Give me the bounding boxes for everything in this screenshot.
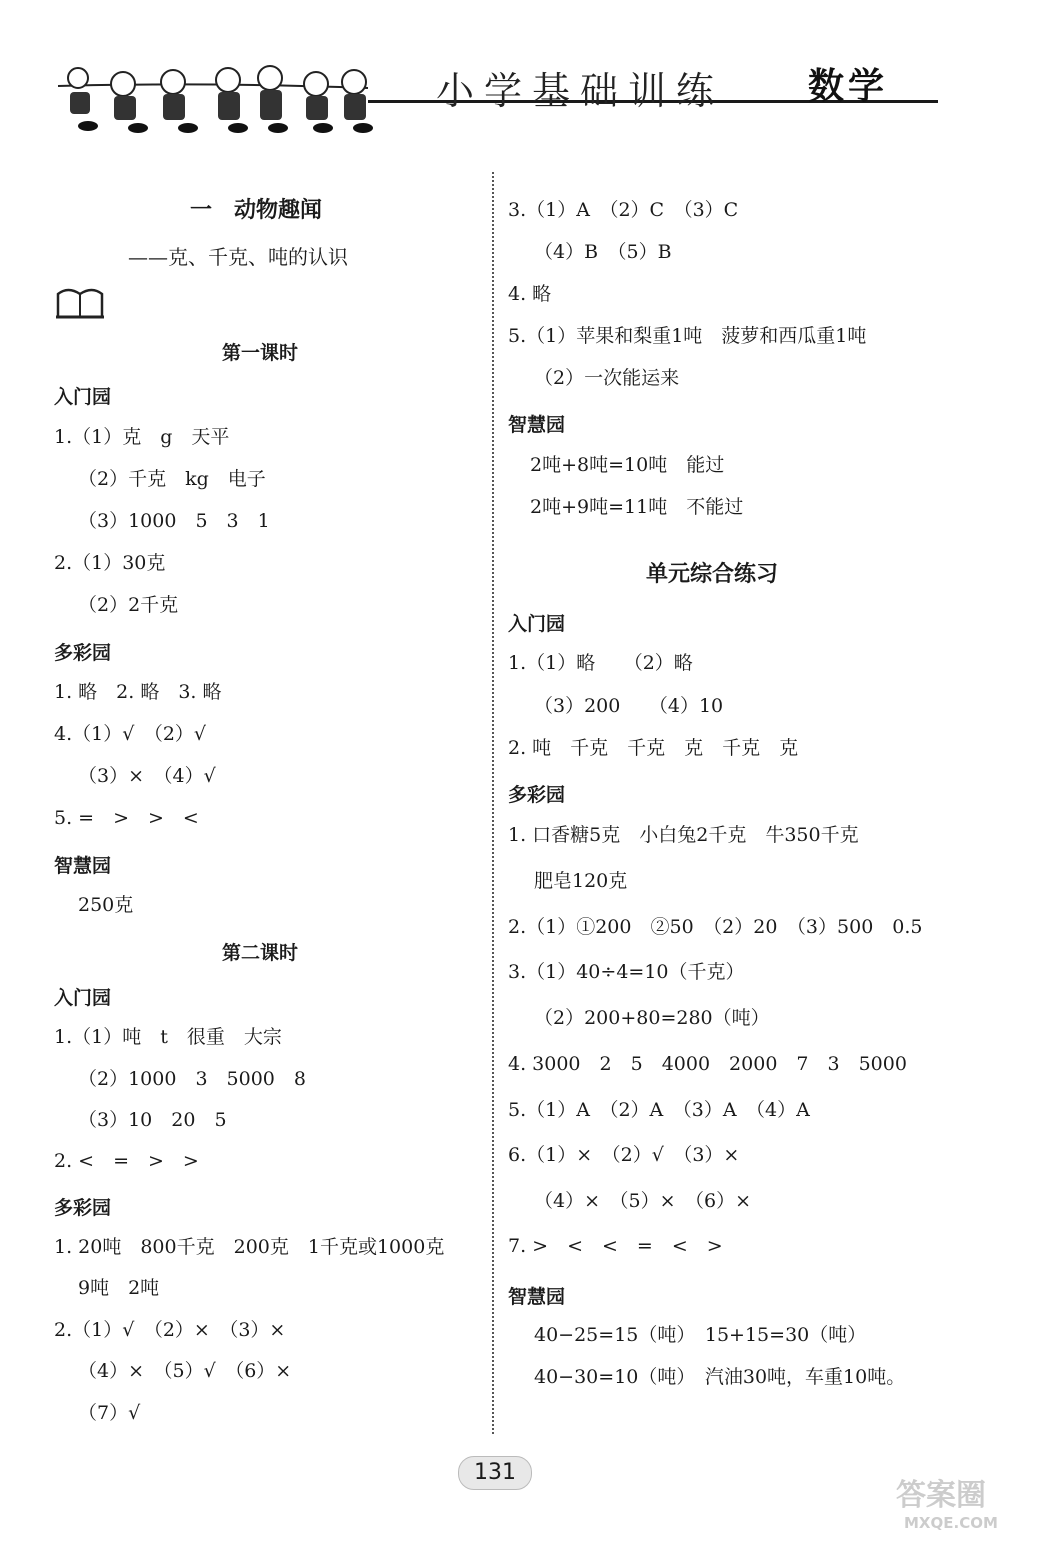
section-label-zhihui: 智慧园 (508, 1286, 566, 1308)
answer-line: 1. 口香糖5克 小白兔2千克 牛350千克 (508, 824, 859, 846)
answer-line: （7）√ (78, 1402, 141, 1424)
answer-line: 9吨 2吨 (78, 1277, 160, 1299)
answer-line: 5. = > > < (54, 807, 199, 829)
section-label-rumen: 入门园 (508, 613, 566, 635)
section-label-zhihui: 智慧园 (54, 855, 112, 877)
answer-line: （2）1000 3 5000 8 (78, 1068, 306, 1090)
watermark-url: MXQE.COM (904, 1514, 998, 1532)
chapter-title: 一 动物趣闻 (190, 197, 323, 223)
answer-line: 250克 (78, 894, 134, 916)
answer-line: （4）B （5）B (534, 241, 672, 263)
answer-line: （2）2千克 (78, 594, 179, 616)
watermark: 答案圈 (896, 1478, 986, 1513)
lesson-1-title: 第一课时 (222, 342, 299, 364)
section-label-duocai: 多彩园 (508, 784, 566, 806)
answer-line: （3）× （4）√ (78, 765, 216, 787)
answer-line: 1.（1）吨 t 很重 大宗 (54, 1026, 282, 1048)
answer-line: 1. 略 2. 略 3. 略 (54, 681, 222, 703)
answer-line: 2吨+9吨=11吨 不能过 (530, 496, 744, 518)
page-number: 131 (458, 1456, 532, 1490)
section-label-rumen: 入门园 (54, 987, 112, 1009)
answer-line: 4.（1）√ （2）√ (54, 723, 207, 745)
book-title: 小学基础训练 (436, 69, 725, 113)
answer-line: （2）一次能运来 (534, 367, 680, 389)
unit-review-title: 单元综合练习 (646, 561, 779, 587)
answer-line: 4. 略 (508, 283, 552, 305)
answer-line: （3）10 20 5 (78, 1109, 227, 1131)
answer-line: 2.（1）√ （2）× （3）× (54, 1319, 286, 1341)
answer-line: 5.（1）苹果和梨重1吨 菠萝和西瓜重1吨 (508, 325, 867, 347)
section-label-rumen: 入门园 (54, 386, 112, 408)
answer-line: 40−30=10（吨） 汽油30吨，车重10吨。 (534, 1366, 906, 1388)
lesson-2-title: 第二课时 (222, 942, 299, 964)
answer-line: 40−25=15（吨） 15+15=30（吨） (534, 1324, 867, 1346)
section-label-duocai: 多彩园 (54, 642, 112, 664)
answer-line: （2）200+80=280（吨） (534, 1007, 770, 1029)
answer-line: 1.（1）略 （2）略 (508, 652, 693, 674)
chapter-subtitle: ——克、千克、吨的认识 (128, 245, 348, 269)
section-label-zhihui: 智慧园 (508, 414, 566, 436)
answer-line: 3.（1）40÷4=10（千克） (508, 961, 745, 983)
answer-line: （3）1000 5 3 1 (78, 510, 270, 532)
answer-line: 7. > < < = < > (508, 1235, 723, 1257)
answer-line: （2）千克 kg 电子 (78, 468, 266, 490)
answer-line: 1.（1）克 g 天平 (54, 426, 230, 448)
section-label-duocai: 多彩园 (54, 1197, 112, 1219)
answer-line: 肥皂120克 (534, 870, 628, 892)
subject-title: 数学 (808, 65, 889, 107)
answer-line: 2.（1）30克 (54, 552, 166, 574)
answer-line: 5.（1）A （2）A （3）A （4）A (508, 1099, 810, 1121)
answer-line: 1. 20吨 800千克 200克 1千克或1000克 (54, 1236, 445, 1258)
column-divider (492, 172, 494, 1434)
answer-line: 2. 吨 千克 千克 克 千克 克 (508, 737, 799, 759)
answer-line: 2.（1）①200 ②50 （2）20 （3）500 0.5 (508, 916, 923, 938)
answer-line: （4）× （5）× （6）× (534, 1190, 752, 1212)
answer-line: 6.（1）× （2）√ （3）× (508, 1144, 740, 1166)
answer-line: 3.（1）A （2）C （3）C (508, 199, 739, 221)
answer-line: 2. < = > > (54, 1150, 199, 1172)
answer-line: 2吨+8吨=10吨 能过 (530, 454, 725, 476)
answer-line: （3）200 （4）10 (534, 695, 724, 717)
answer-line: 4. 3000 2 5 4000 2000 7 3 5000 (508, 1053, 907, 1075)
answer-line: （4）× （5）√ （6）× (78, 1360, 292, 1382)
